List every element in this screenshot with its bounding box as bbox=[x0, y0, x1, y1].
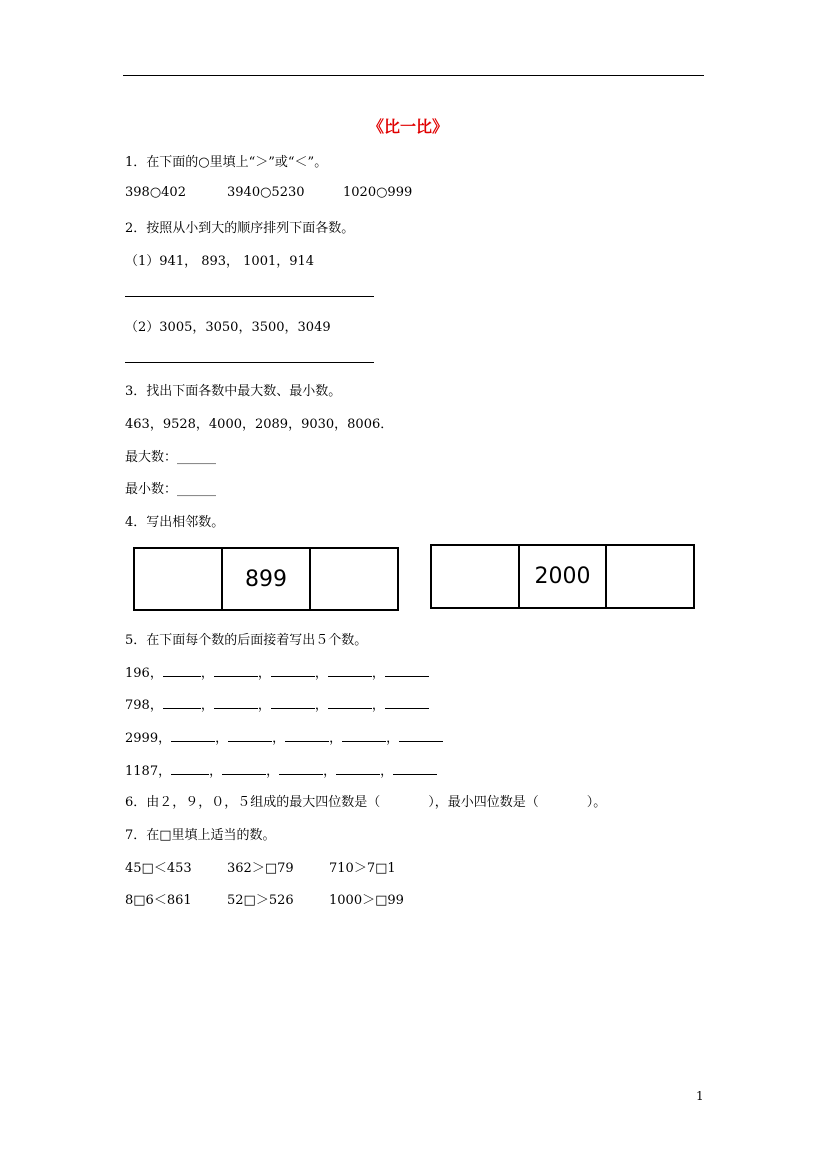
q7-prompt: 7．在□里填上适当的数。 bbox=[125, 828, 276, 843]
q7-row1-item-1: 45□＜453 bbox=[125, 861, 192, 876]
q5-row-2: 798， ， ， ， ， bbox=[125, 694, 429, 713]
blank[interactable] bbox=[285, 729, 329, 742]
blank[interactable] bbox=[393, 762, 437, 775]
blank[interactable] bbox=[271, 664, 315, 677]
q1-item-3: 1020○999 bbox=[343, 185, 413, 200]
q3-numbers: 463，9528，4000，2089，9030，8006． bbox=[125, 417, 394, 432]
page-number: 1 bbox=[696, 1089, 704, 1103]
q7-row1-item-2: 362＞□79 bbox=[227, 861, 294, 876]
blank[interactable] bbox=[214, 696, 258, 709]
blank[interactable] bbox=[228, 729, 272, 742]
q5-row-4-start: 1187， bbox=[125, 764, 172, 779]
q7-row2-item-3: 1000＞□99 bbox=[329, 893, 404, 908]
q5-row-1-start: 196， bbox=[125, 666, 163, 681]
q1-item-2: 3940○5230 bbox=[227, 185, 305, 200]
blank[interactable] bbox=[271, 696, 315, 709]
header-rule bbox=[123, 75, 704, 76]
q2-answer-line-1[interactable] bbox=[125, 296, 374, 297]
neighbor-box-1 bbox=[133, 547, 399, 611]
blank[interactable] bbox=[214, 664, 258, 677]
blank[interactable] bbox=[171, 762, 209, 775]
q2-part1: （1）941， 893， 1001，914 bbox=[125, 254, 315, 269]
q7-row1-item-3: 710＞7□1 bbox=[329, 861, 396, 876]
q3-min-label: 最小数：______ bbox=[125, 482, 217, 497]
q2-answer-line-2[interactable] bbox=[125, 362, 374, 363]
q3-prompt: 3．找出下面各数中最大数、最小数。 bbox=[125, 384, 342, 399]
q5-prompt: 5．在下面每个数的后面接着写出５个数。 bbox=[125, 633, 368, 648]
neighbor-box-2-right[interactable] bbox=[605, 546, 693, 607]
blank[interactable] bbox=[399, 729, 443, 742]
blank[interactable] bbox=[222, 762, 266, 775]
neighbor-box-1-center: 899 bbox=[221, 549, 309, 609]
neighbor-box-2 bbox=[430, 544, 695, 609]
q7-row2-item-2: 52□＞526 bbox=[227, 893, 294, 908]
q5-row-3: 2999， ， ， ， ， bbox=[125, 727, 443, 746]
blank[interactable] bbox=[163, 664, 201, 677]
q5-row-1: 196， ， ， ， ， bbox=[125, 662, 429, 681]
q6-prompt bbox=[125, 791, 606, 810]
blank[interactable] bbox=[385, 696, 429, 709]
neighbor-box-2-center: 2000 bbox=[518, 546, 606, 607]
q5-row-4: 1187， ， ， ， ， bbox=[125, 760, 437, 779]
blank[interactable] bbox=[328, 664, 372, 677]
q6-prompt-b: ），最小四位数是（ bbox=[428, 795, 539, 810]
q2-prompt: 2．按照从小到大的顺序排列下面各数。 bbox=[125, 221, 355, 236]
q5-row-2-start: 798， bbox=[125, 698, 163, 713]
q2-part2: （2）3005，3050，3500，3049 bbox=[125, 320, 331, 335]
blank[interactable] bbox=[279, 762, 323, 775]
neighbor-box-1-left[interactable] bbox=[135, 549, 221, 609]
blank[interactable] bbox=[163, 696, 201, 709]
blank[interactable] bbox=[385, 664, 429, 677]
blank[interactable] bbox=[328, 696, 372, 709]
q3-max-label: 最大数：______ bbox=[125, 450, 217, 465]
blank[interactable] bbox=[171, 729, 215, 742]
neighbor-box-2-left[interactable] bbox=[432, 546, 518, 607]
q6-prompt-a: 6．由２，９，０，５组成的最大四位数是（ bbox=[125, 795, 381, 810]
q1-item-1: 398○402 bbox=[125, 185, 186, 200]
neighbor-box-1-right[interactable] bbox=[309, 549, 397, 609]
q7-row2-item-1: 8□6＜861 bbox=[125, 893, 192, 908]
blank[interactable] bbox=[342, 729, 386, 742]
q5-row-3-start: 2999， bbox=[125, 731, 172, 746]
blank[interactable] bbox=[336, 762, 380, 775]
page-title: 《比一比》 bbox=[368, 117, 449, 136]
q6-prompt-c: ）。 bbox=[586, 795, 607, 810]
q1-prompt: 1．在下面的○里填上“＞”或“＜”。 bbox=[125, 155, 328, 170]
q4-prompt: 4．写出相邻数。 bbox=[125, 515, 225, 530]
